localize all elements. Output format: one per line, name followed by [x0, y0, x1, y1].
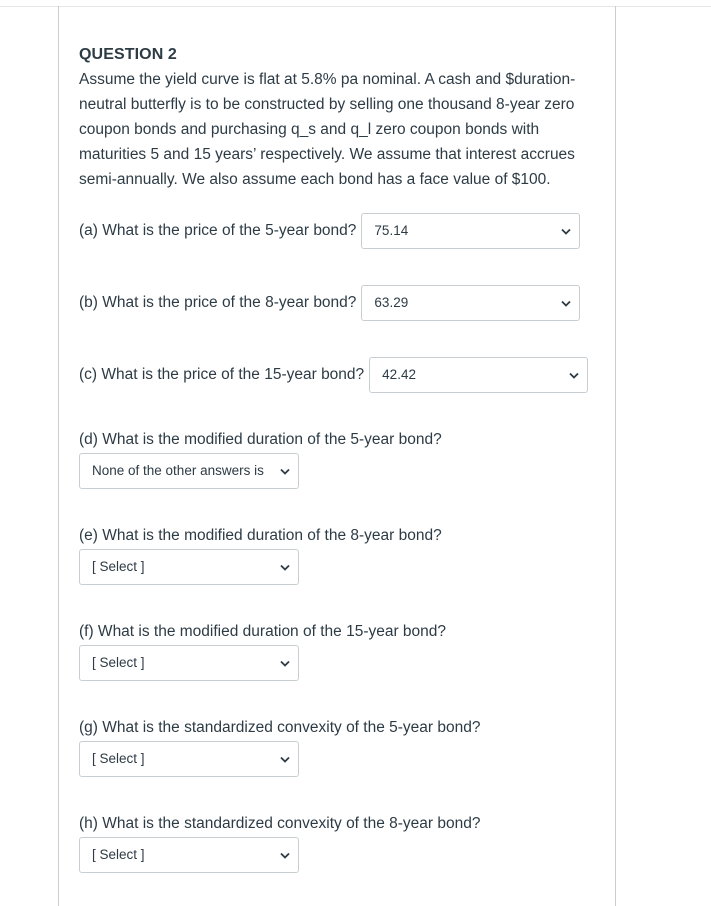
part-d-selected: None of the other answers is: [92, 463, 264, 478]
part-a-selected: 75.14: [374, 223, 409, 238]
chevron-down-icon: [280, 660, 290, 668]
part-c: [79, 357, 588, 393]
question-text: Assume the yield curve is flat at 5.8% pa nominal. A cash and $duration-neutral butterfly is to be constructed by selling one thousand 8-year zero coupon bonds and purchasing q_s and q_l zero coupon bonds with maturities 5 and 15 years’ respectively. We assume that interest accrues semi-annually. We also assume each bond has a face value of $100.: [79, 71, 576, 188]
part-d-label: (d) What is the modified duration of the 5-year bond?: [79, 431, 442, 448]
part-d-select[interactable]: [79, 453, 299, 489]
part-b-selected: 63.29: [374, 295, 409, 310]
question-title: QUESTION 2: [79, 46, 177, 63]
chevron-down-icon: [280, 468, 290, 476]
part-g-label: (g) What is the standardized convexity of the 5-year bond?: [79, 719, 481, 736]
chevron-down-icon: [561, 300, 571, 308]
chevron-down-icon: [569, 372, 579, 380]
part-c-selected: 42.42: [382, 367, 416, 382]
part-a: [79, 213, 580, 249]
chevron-down-icon: [280, 756, 290, 764]
part-a-select[interactable]: [361, 213, 580, 249]
chevron-down-icon: [280, 852, 290, 860]
part-c-label: (c) What is the price of the 15-year bond?: [79, 366, 365, 383]
part-a-label: (a) What is the price of the 5-year bond?: [79, 222, 357, 239]
part-f-label: (f) What is the modified duration of the 15-year bond?: [79, 623, 447, 640]
part-h-label: (h) What is the standardized convexity of the 8-year bond?: [79, 815, 481, 832]
part-c-select[interactable]: [369, 357, 588, 393]
chevron-down-icon: [280, 564, 290, 572]
part-h-select[interactable]: [79, 837, 299, 873]
part-f-select[interactable]: [79, 645, 299, 681]
part-b-select[interactable]: [361, 285, 580, 321]
chevron-down-icon: [561, 228, 571, 236]
part-g-select[interactable]: [79, 741, 299, 777]
part-b-label: (b) What is the price of the 8-year bond?: [79, 294, 357, 311]
part-b: [79, 285, 580, 321]
part-f-selected: [ Select ]: [92, 655, 145, 670]
part-e-label: (e) What is the modified duration of the 8-year bond?: [79, 527, 442, 544]
part-e-select[interactable]: [79, 549, 299, 585]
part-h-selected: [ Select ]: [92, 847, 145, 862]
part-g-selected: [ Select ]: [92, 751, 145, 766]
part-e-selected: [ Select ]: [92, 559, 145, 574]
